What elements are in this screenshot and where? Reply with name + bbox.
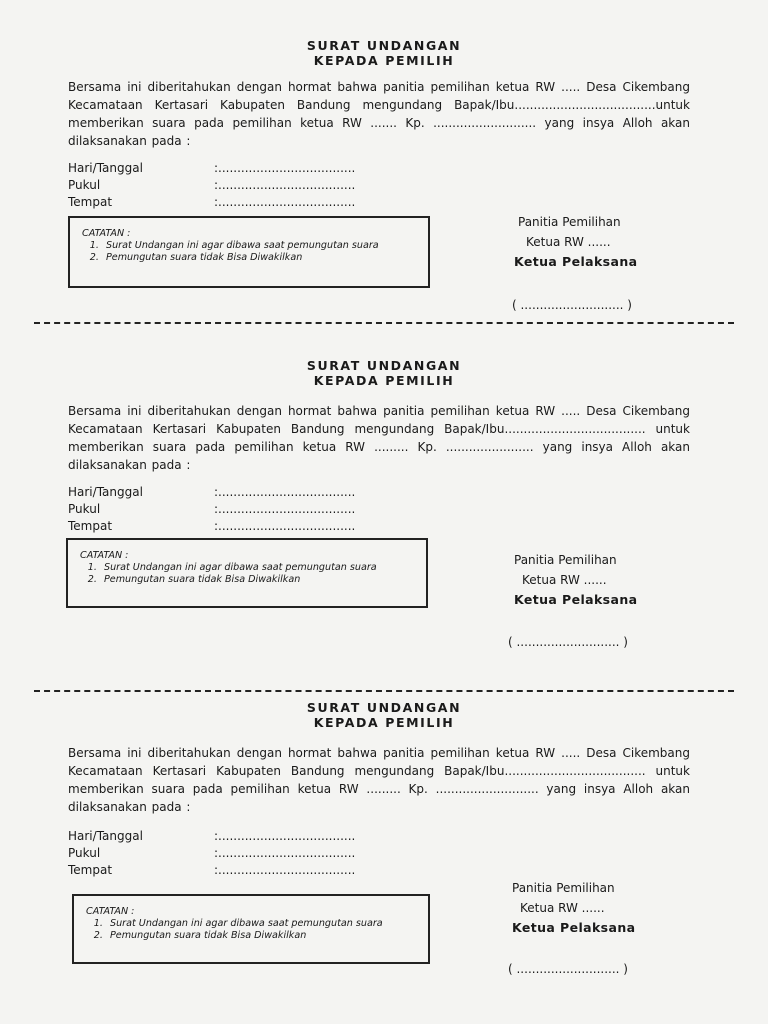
- note-heading: CATATAN :: [82, 228, 131, 239]
- sign-ketua-rw: Ketua RW ......: [520, 901, 605, 915]
- title-line-1: SURAT UNDANGAN: [306, 358, 462, 373]
- field-label: Hari/Tanggal: [68, 485, 143, 499]
- field-label: Tempat: [68, 519, 113, 533]
- signature-name-placeholder: ( ........................... ): [508, 962, 628, 976]
- signature-name-placeholder: ( ........................... ): [512, 298, 632, 312]
- field-hari-tanggal: [68, 484, 388, 501]
- note-item: 2. Pemungutan suara tidak Bisa Diwakilkan: [106, 930, 428, 942]
- note-item: 2. Pemungutan suara tidak Bisa Diwakilkan: [100, 574, 426, 586]
- title-line-1: SURAT UNDANGAN: [306, 38, 462, 53]
- field-tempat: [68, 518, 388, 535]
- sign-committee: Panitia Pemilihan: [512, 881, 615, 895]
- field-label: Pukul: [68, 178, 101, 192]
- invitation-fields: [68, 828, 388, 879]
- field-label: Pukul: [68, 846, 101, 860]
- field-value: :....................................: [214, 485, 356, 499]
- invitation-title: [0, 358, 768, 388]
- note-item: 1. Surat Undangan ini agar dibawa saat pemungutan suara: [106, 918, 428, 930]
- invitation-body: Bersama ini diberitahukan dengan hormat bahwa panitia pemilihan ketua RW ..... Desa Cikembang Kecamataan Kertasari Kabupaten Bandung mengundang Bapak/Ibu.....................................untuk memberikan suara pada pemilihan ketua RW ....... Kp. ........................... yang insya Alloh akan dilaksanakan pada :: [68, 80, 690, 148]
- sign-ketua-pelaksana: Ketua Pelaksana: [514, 254, 638, 269]
- field-value: :....................................: [214, 519, 356, 533]
- field-value: :....................................: [214, 195, 356, 209]
- invitation-title: [0, 700, 768, 730]
- cut-line: [34, 322, 734, 324]
- sign-committee: Panitia Pemilihan: [514, 553, 617, 567]
- title-line-2: KEPADA PEMILIH: [313, 715, 455, 730]
- cut-line: [34, 690, 734, 692]
- note-item: 1. Surat Undangan ini agar dibawa saat pemungutan suara: [102, 240, 428, 252]
- field-hari-tanggal: [68, 828, 388, 845]
- field-label: Hari/Tanggal: [68, 829, 143, 843]
- field-value: :....................................: [214, 863, 356, 877]
- note-item: 1. Surat Undangan ini agar dibawa saat pemungutan suara: [100, 562, 426, 574]
- signature-block: [514, 550, 638, 610]
- sign-ketua-pelaksana: Ketua Pelaksana: [514, 592, 638, 607]
- signature-name-placeholder: ( ........................... ): [508, 635, 628, 649]
- field-pukul: [68, 501, 388, 518]
- field-value: :....................................: [214, 178, 356, 192]
- title-line-2: KEPADA PEMILIH: [313, 373, 455, 388]
- sign-ketua-rw: Ketua RW ......: [526, 235, 611, 249]
- field-value: :....................................: [214, 829, 356, 843]
- note-list: [80, 562, 426, 586]
- sign-ketua-pelaksana: Ketua Pelaksana: [512, 920, 636, 935]
- field-label: Pukul: [68, 502, 101, 516]
- note-heading: CATATAN :: [86, 906, 135, 917]
- note-list: [86, 918, 428, 942]
- invitation-body: Bersama ini diberitahukan dengan hormat bahwa panitia pemilihan ketua RW ..... Desa Cikembang Kecamataan Kertasari Kabupaten Bandung mengundang Bapak/Ibu..................................... untuk memberikan suara pada pemilihan ketua RW ......... Kp. ........................... yang insya Alloh akan dilaksanakan pada :: [68, 746, 690, 814]
- field-value: :....................................: [214, 846, 356, 860]
- field-tempat: [68, 862, 388, 879]
- title-line-2: KEPADA PEMILIH: [313, 53, 455, 68]
- title-line-1: SURAT UNDANGAN: [306, 700, 462, 715]
- invitation-fields: [68, 484, 388, 535]
- sign-committee: Panitia Pemilihan: [518, 215, 621, 229]
- field-label: Tempat: [68, 195, 113, 209]
- signature-block: [512, 878, 636, 938]
- field-pukul: [68, 845, 388, 862]
- note-heading: CATATAN :: [80, 550, 129, 561]
- field-value: :....................................: [214, 502, 356, 516]
- note-box: [72, 894, 430, 964]
- sign-ketua-rw: Ketua RW ......: [522, 573, 607, 587]
- invitation-body: Bersama ini diberitahukan dengan hormat bahwa panitia pemilihan ketua RW ..... Desa Cikembang Kecamataan Kertasari Kabupaten Bandung mengundang Bapak/Ibu..................................... untuk memberikan suara pada pemilihan ketua RW ......... Kp. ....................... yang insya Alloh akan dilaksanakan pada :: [68, 404, 690, 472]
- field-value: :....................................: [214, 161, 356, 175]
- note-item: 2. Pemungutan suara tidak Bisa Diwakilkan: [102, 252, 428, 264]
- field-label: Hari/Tanggal: [68, 161, 143, 175]
- field-label: Tempat: [68, 863, 113, 877]
- note-box: [66, 538, 428, 608]
